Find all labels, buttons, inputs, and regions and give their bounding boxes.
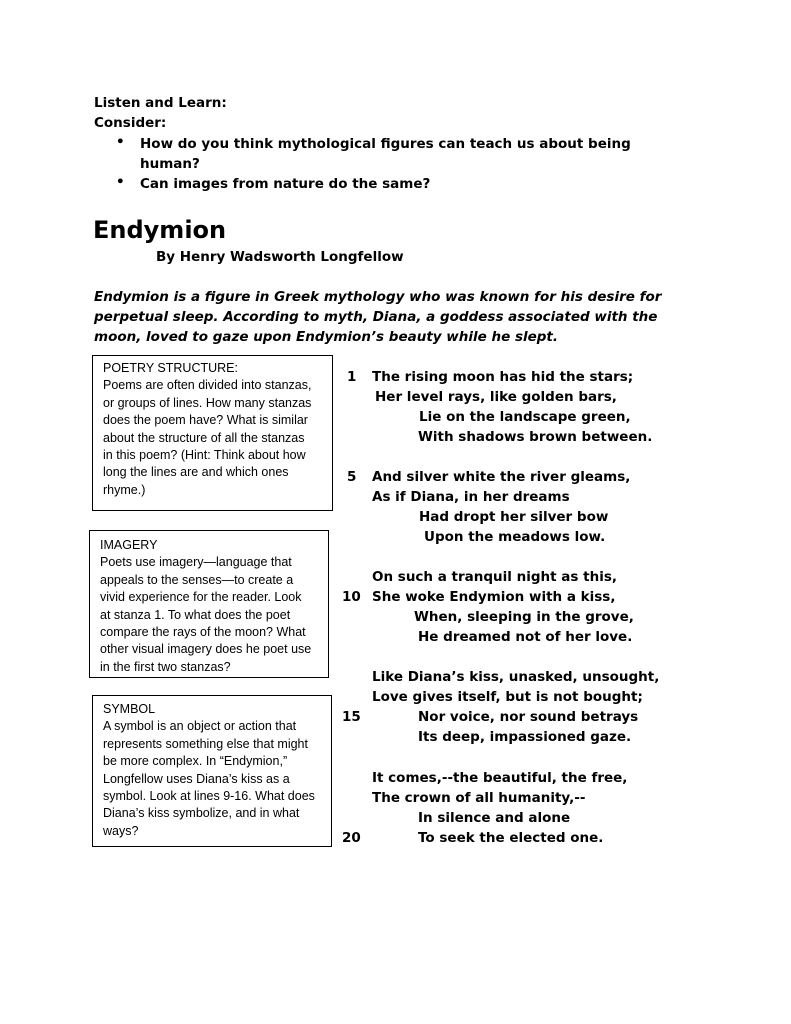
box-heading: SYMBOL bbox=[103, 702, 156, 716]
symbol-box bbox=[92, 695, 332, 847]
poem-line: The rising moon has hid the stars; bbox=[372, 369, 634, 385]
poem-line: She woke Endymion with a kiss, bbox=[372, 589, 616, 605]
box-line: compare the rays of the moon? What bbox=[100, 625, 306, 640]
box-line: be more complex. In “Endymion,” bbox=[103, 754, 288, 769]
poem-line: He dreamed not of her love. bbox=[418, 629, 633, 645]
box-line: about the structure of all the stanzas bbox=[103, 430, 305, 445]
box-line: Diana’s kiss symbolize, and in what bbox=[103, 806, 300, 821]
box-line: vivid experience for the reader. Look bbox=[100, 590, 302, 605]
poem-line: To seek the elected one. bbox=[418, 830, 604, 846]
question-line: human? bbox=[140, 156, 200, 172]
poem-line: It comes,--the beautiful, the free, bbox=[372, 770, 628, 786]
question-line: How do you think mythological figures can teach us about being bbox=[140, 136, 631, 152]
box-heading: POETRY STRUCTURE: bbox=[103, 361, 238, 375]
imagery-box bbox=[89, 530, 329, 678]
poem-line: Her level rays, like golden bars, bbox=[375, 389, 617, 405]
intro-paragraph bbox=[94, 287, 714, 347]
poem-line: With shadows brown between. bbox=[418, 429, 653, 445]
poem-line: Had dropt her silver bow bbox=[419, 509, 609, 525]
poem-line: In silence and alone bbox=[418, 810, 571, 826]
poem-line: And silver white the river gleams, bbox=[372, 469, 631, 485]
question-item: Can images from nature do the same? bbox=[140, 176, 431, 192]
poem-line: As if Diana, in her dreams bbox=[372, 489, 570, 505]
poem-line: When, sleeping in the grove, bbox=[414, 609, 634, 625]
poem-byline: By Henry Wadsworth Longfellow bbox=[156, 249, 404, 265]
line-number: 5 bbox=[347, 469, 357, 485]
box-line: symbol. Look at lines 9-16. What does bbox=[103, 789, 315, 804]
bullet-marker: • bbox=[116, 174, 125, 190]
line-number: 1 bbox=[347, 369, 357, 385]
box-line: Poems are often divided into stanzas, bbox=[103, 378, 312, 393]
box-line: represents something else that might bbox=[103, 736, 308, 751]
box-line: long the lines are and which ones bbox=[103, 465, 289, 480]
intro-line: perpetual sleep. According to myth, Diana, a goddess associated with the bbox=[94, 309, 658, 325]
line-number: 10 bbox=[342, 589, 361, 605]
poetry-structure-box bbox=[92, 355, 333, 511]
poem-line: The crown of all humanity,-- bbox=[372, 790, 586, 806]
bullet-marker: • bbox=[116, 134, 125, 150]
poem-line: Lie on the landscape green, bbox=[419, 409, 631, 425]
poem-line: Love gives itself, but is not bought; bbox=[372, 689, 643, 705]
intro-line: Endymion is a figure in Greek mythology who was known for his desire for bbox=[94, 289, 662, 305]
box-line: at stanza 1. To what does the poet bbox=[100, 607, 291, 622]
intro-line: moon, loved to gaze upon Endymion’s beauty while he slept. bbox=[94, 329, 559, 345]
box-line: Longfellow uses Diana’s kiss as a bbox=[103, 771, 290, 786]
consider-label: Consider: bbox=[94, 115, 167, 131]
box-line: A symbol is an object or action that bbox=[103, 719, 297, 734]
box-line: rhyme.) bbox=[103, 482, 146, 497]
line-number: 15 bbox=[342, 709, 361, 725]
poem-title: Endymion bbox=[93, 216, 227, 244]
poem-line: Its deep, impassioned gaze. bbox=[418, 729, 632, 745]
box-line: does the poem have? What is similar bbox=[103, 413, 308, 428]
line-number: 20 bbox=[342, 830, 361, 846]
box-line: ways? bbox=[103, 823, 139, 838]
box-line: appeals to the senses—to create a bbox=[100, 572, 294, 587]
listen-and-learn-label: Listen and Learn: bbox=[94, 95, 227, 111]
box-line: in the first two stanzas? bbox=[100, 659, 231, 674]
poem-line: Like Diana’s kiss, unasked, unsought, bbox=[372, 669, 660, 685]
box-line: Poets use imagery—language that bbox=[100, 555, 292, 570]
poem-line: Upon the meadows low. bbox=[424, 529, 606, 545]
box-line: or groups of lines. How many stanzas bbox=[103, 395, 312, 410]
poem-line: On such a tranquil night as this, bbox=[372, 569, 617, 585]
box-heading: IMAGERY bbox=[100, 538, 158, 552]
box-line: other visual imagery does he poet use bbox=[100, 642, 312, 657]
box-line: in this poem? (Hint: Think about how bbox=[103, 448, 306, 463]
question-item bbox=[140, 134, 660, 174]
poem-line: Nor voice, nor sound betrays bbox=[418, 709, 639, 725]
